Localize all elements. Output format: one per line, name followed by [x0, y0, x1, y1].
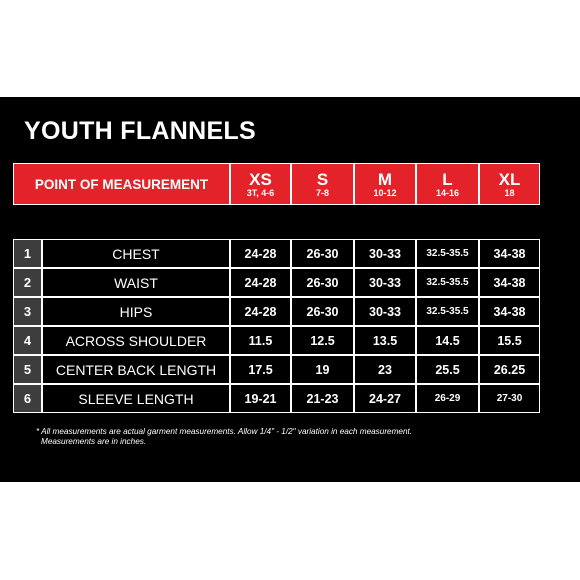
row-number: 5 — [13, 355, 42, 384]
size-range: 14-16 — [435, 187, 460, 198]
value-l: 32.5-35.5 — [416, 297, 479, 326]
size-range: 3T, 4-6 — [246, 187, 275, 198]
row-number: 1 — [13, 239, 42, 268]
measurement-name: CHEST — [42, 239, 230, 268]
header-label: POINT OF MEASUREMENT — [34, 176, 209, 192]
measurement-name: WAIST — [42, 268, 230, 297]
header-size-xl — [479, 163, 540, 205]
value-l: 14.5 — [416, 326, 479, 355]
value-xs: 24-28 — [230, 268, 291, 297]
size-range: 7-8 — [315, 187, 329, 198]
header-size-xs — [230, 163, 291, 205]
value-s: 12.5 — [291, 326, 354, 355]
value-m: 13.5 — [354, 326, 416, 355]
value-s: 26-30 — [291, 297, 354, 326]
value-l: 32.5-35.5 — [416, 239, 479, 268]
value-xs: 17.5 — [230, 355, 291, 384]
table-row — [0, 355, 580, 384]
size-range: 10-12 — [373, 187, 397, 198]
value-m: 30-33 — [354, 268, 416, 297]
row-number: 4 — [13, 326, 42, 355]
value-s: 26-30 — [291, 239, 354, 268]
value-xl: 34-38 — [479, 297, 540, 326]
size-chart-panel — [0, 97, 580, 482]
value-xl: 15.5 — [479, 326, 540, 355]
header-row — [0, 163, 580, 205]
value-xs: 24-28 — [230, 239, 291, 268]
measurement-name: HIPS — [42, 297, 230, 326]
size-code: S — [316, 169, 329, 189]
chart-title: YOUTH FLANNELS — [24, 117, 256, 145]
value-m: 30-33 — [354, 297, 416, 326]
value-xl: 27-30 — [479, 384, 540, 413]
footnote-line-1: * All measurements are actual garment measurements. Allow 1/4" - 1/2" variation in each measurement. — [36, 427, 413, 436]
size-code: L — [442, 169, 453, 189]
header-size-s — [291, 163, 354, 205]
value-xl: 34-38 — [479, 239, 540, 268]
measurement-name: ACROSS SHOULDER — [42, 326, 230, 355]
header-point-of-measurement — [13, 163, 230, 205]
value-s: 21-23 — [291, 384, 354, 413]
table-row — [0, 384, 580, 413]
row-number: 6 — [13, 384, 42, 413]
value-m: 24-27 — [354, 384, 416, 413]
header-size-m — [354, 163, 416, 205]
size-code: XS — [249, 169, 272, 189]
value-m: 23 — [354, 355, 416, 384]
value-xl: 34-38 — [479, 268, 540, 297]
value-l: 32.5-35.5 — [416, 268, 479, 297]
row-number: 3 — [13, 297, 42, 326]
value-xs: 11.5 — [230, 326, 291, 355]
value-m: 30-33 — [354, 239, 416, 268]
value-xs: 19-21 — [230, 384, 291, 413]
value-s: 26-30 — [291, 268, 354, 297]
value-l: 25.5 — [416, 355, 479, 384]
table-row — [0, 268, 580, 297]
value-xl: 26.25 — [479, 355, 540, 384]
table-row — [0, 326, 580, 355]
size-range: 18 — [504, 187, 515, 198]
row-number: 2 — [13, 268, 42, 297]
measurement-name: SLEEVE LENGTH — [42, 384, 230, 413]
footnote — [36, 427, 412, 447]
table-row — [0, 239, 580, 268]
header-size-l — [416, 163, 479, 205]
value-s: 19 — [291, 355, 354, 384]
size-code: M — [377, 169, 393, 189]
measurement-name: CENTER BACK LENGTH — [42, 355, 230, 384]
size-code: XL — [498, 169, 521, 189]
value-l: 26-29 — [416, 384, 479, 413]
table-row — [0, 297, 580, 326]
footnote-line-2: Measurements are in inches. — [41, 437, 147, 446]
value-xs: 24-28 — [230, 297, 291, 326]
